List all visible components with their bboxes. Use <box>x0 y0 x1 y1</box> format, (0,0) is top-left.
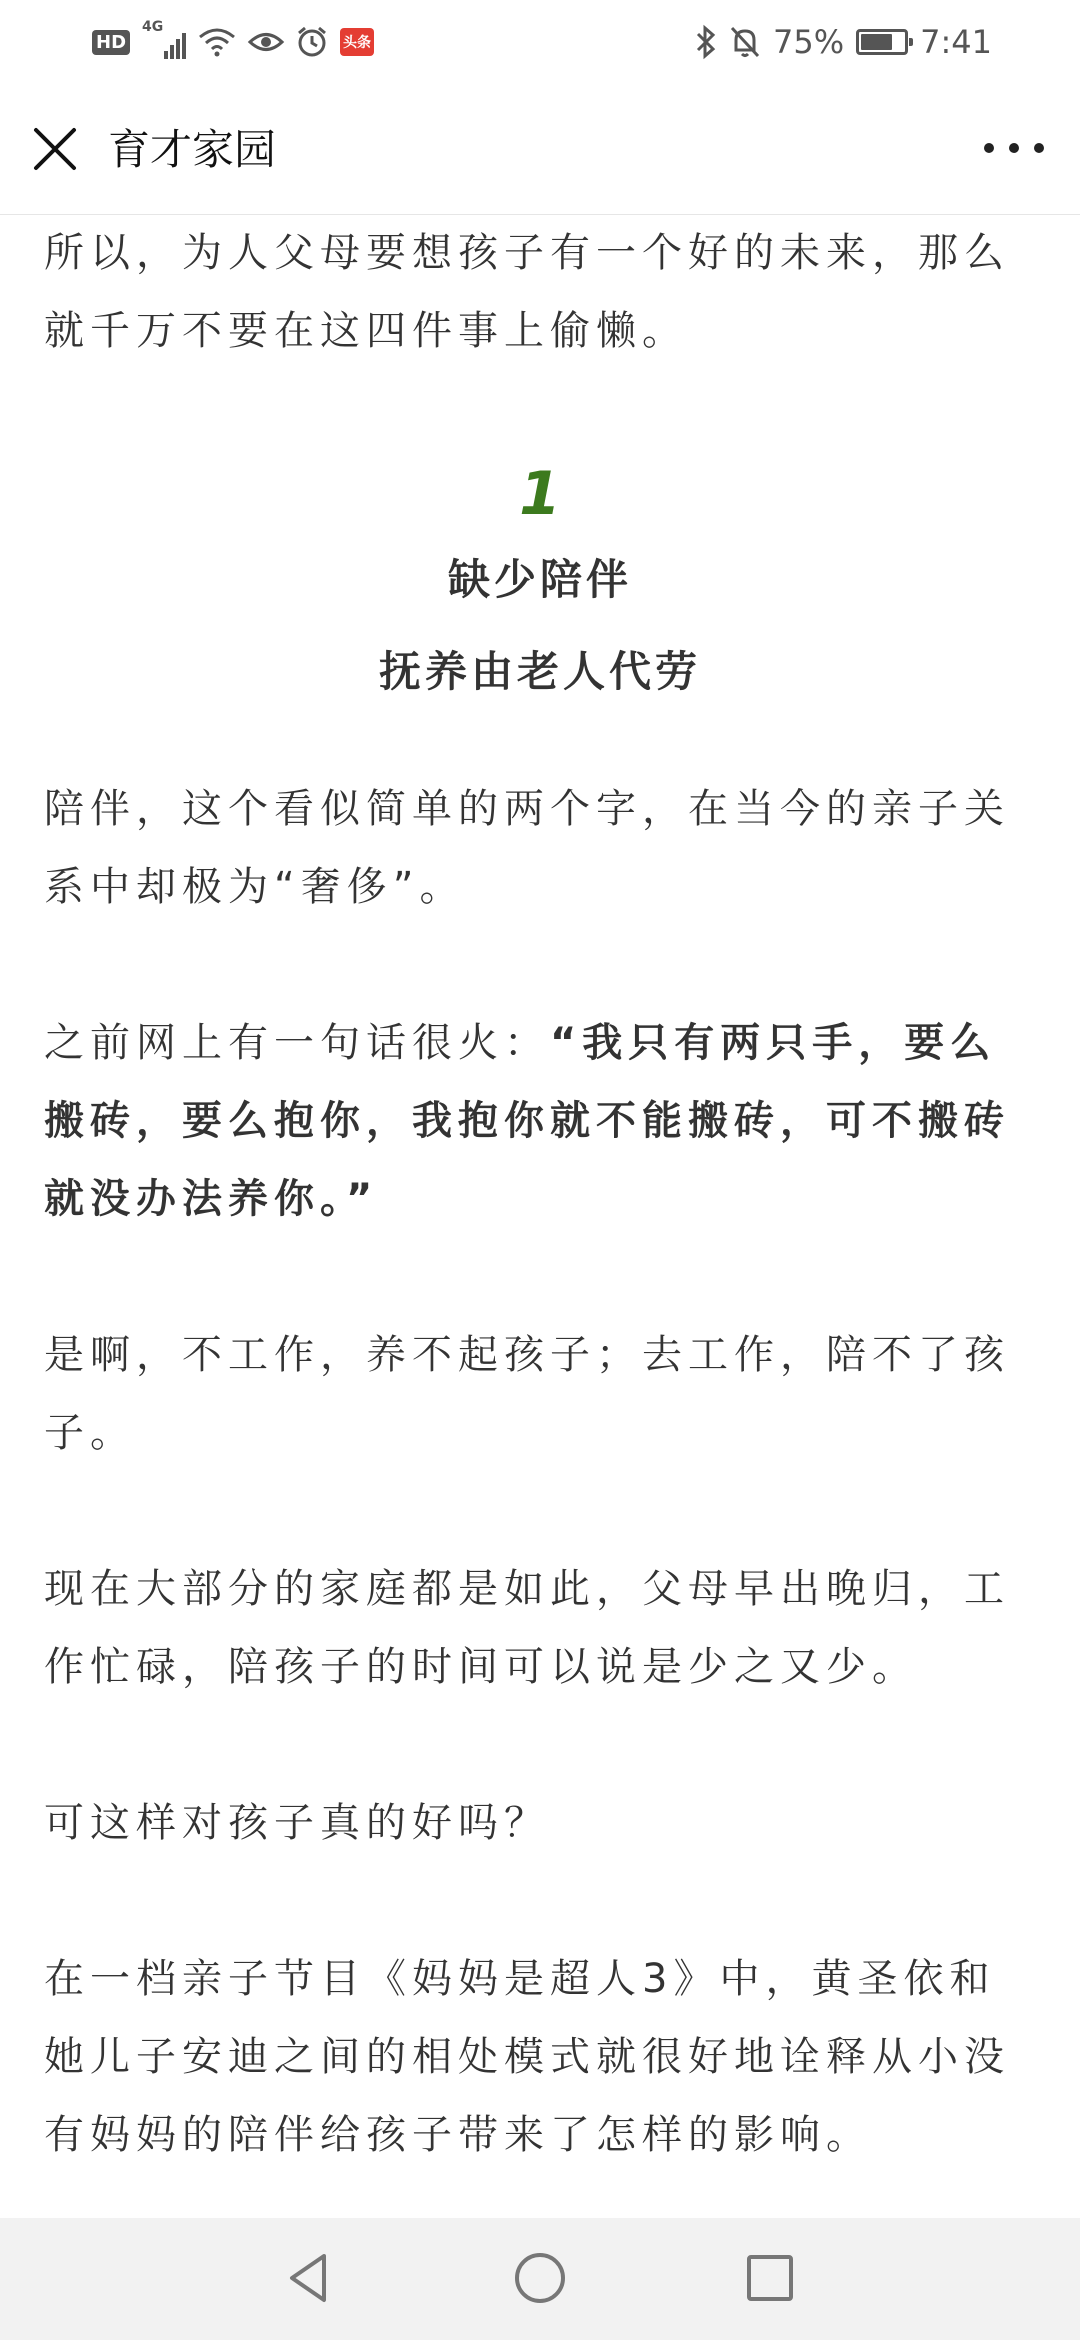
clock: 7:41 <box>920 23 992 61</box>
paragraph-text: 之前网上有一句话很火： <box>44 1020 550 1066</box>
hd-icon: HD <box>92 30 130 55</box>
home-circle-icon[interactable] <box>510 2248 570 2308</box>
section-subtitle: 抚养由老人代劳 <box>378 647 701 696</box>
wifi-icon <box>198 27 236 57</box>
close-button[interactable] <box>28 122 82 176</box>
article-paragraph <box>44 1004 1036 1238</box>
section-title: 缺少陪伴 <box>447 555 632 604</box>
section-number: 1 <box>519 459 561 529</box>
page-title: 育才家园 <box>108 125 277 174</box>
battery-percent: 75% <box>773 23 845 61</box>
article-paragraph: 现在大部分的家庭都是如此，父母早出晚归，工作忙碌，陪孩子的时间可以说是少之又少。 <box>44 1566 1010 1690</box>
article-content <box>44 214 1036 2218</box>
signal-4g-icon <box>142 19 186 59</box>
back-triangle-icon[interactable] <box>280 2248 340 2308</box>
recents-square-icon[interactable] <box>740 2248 800 2308</box>
mute-bell-icon <box>729 25 761 59</box>
article-paragraph: 可这样对孩子真的好吗？ <box>44 1800 550 1846</box>
quote-text: “我只有两只手，要么搬砖，要么抱你，我抱你就不能搬砖，可不搬砖就没办法养你。” <box>44 1020 1010 1222</box>
more-options-button[interactable] <box>984 128 1044 168</box>
bluetooth-icon <box>695 25 717 59</box>
top-nav-bar <box>0 84 1080 215</box>
more-dot-icon <box>1009 143 1019 153</box>
more-dot-icon <box>1034 143 1044 153</box>
battery-fill <box>861 34 892 50</box>
status-left-icons <box>92 19 374 62</box>
battery-icon <box>856 29 908 55</box>
status-bar <box>0 0 1080 84</box>
close-icon <box>28 122 82 176</box>
article-paragraph: 所以，为人父母要想孩子有一个好的未来，那么就千万不要在这四件事上偷懒。 <box>44 230 1010 354</box>
toutiao-icon: 头条 <box>340 28 374 56</box>
status-right-icons <box>695 22 992 62</box>
eye-icon <box>248 29 284 55</box>
system-nav-bar <box>0 2218 1080 2340</box>
more-dot-icon <box>984 143 994 153</box>
network-label: 4G <box>142 19 164 35</box>
alarm-icon <box>296 26 328 58</box>
article-paragraph: 在一档亲子节目《妈妈是超人3》中，黄圣依和她儿子安迪之间的相处模式就很好地诠释从小没有妈妈的陪伴给孩子带来了怎样的影响。 <box>44 1956 1010 2158</box>
article-paragraph: 陪伴，这个看似简单的两个字，在当今的亲子关系中却极为“奢侈”。 <box>44 786 1010 910</box>
article-paragraph: 是啊，不工作，养不起孩子；去工作，陪不了孩子。 <box>44 1332 1010 1456</box>
